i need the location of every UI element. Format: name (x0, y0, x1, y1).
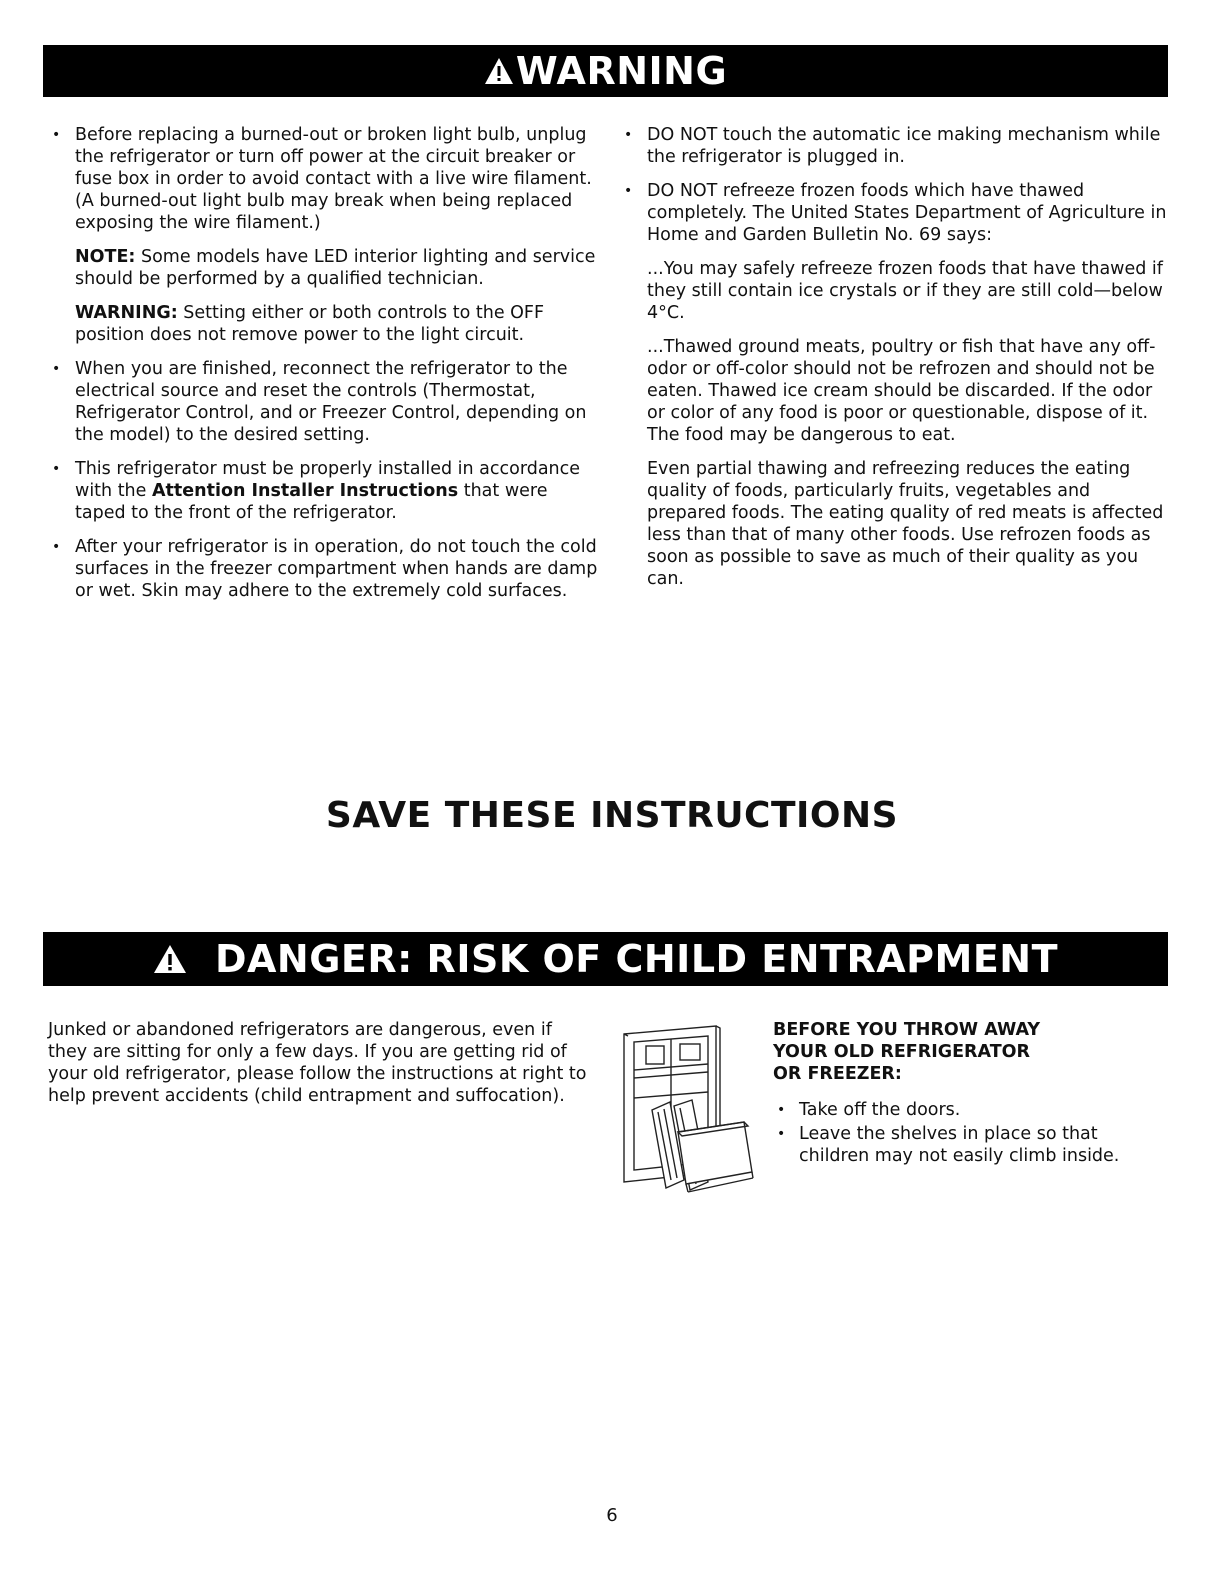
note-text: Some models have LED interior lighting and service should be performed by a qualified technician. (75, 247, 596, 289)
note-label: NOTE: (75, 247, 136, 267)
throw-away-heading-line: BEFORE YOU THROW AWAY (773, 1020, 1041, 1040)
throw-away-heading-line: OR FREEZER: (773, 1064, 902, 1084)
installation-text-post: that were taped to the front of the refrigerator. (75, 481, 548, 523)
warning-triangle-icon (484, 57, 514, 85)
warning-label: WARNING: (75, 303, 178, 323)
danger-title: DANGER: RISK OF CHILD ENTRAPMENT (214, 937, 1059, 981)
list-item: • Leave the shelves in place so that children may not easily climb inside. (773, 1123, 1173, 1167)
warning-paragraph (48, 302, 598, 346)
quote-safe-refreeze: ...You may safely refreeze frozen foods that have thawed if they still contain ice crystals or if they are still cold—below 4°C. (647, 259, 1163, 323)
quote-thawed-meats: ...Thawed ground meats, poultry or fish that have any off-odor or off-color should not be refrozen and should not be eaten. Thawed ice cream should be discarded. If the odor or color of any food is poor or questionable, dispose of it. The food may be dangerous to eat. (647, 337, 1156, 445)
bullet-light-bulb: • Before replacing a burned-out or broken light bulb, unplug the refrigerator or turn off power at the circuit breaker or fuse box in order to avoid contact with a live wire filament. (A burned-out light bulb may break when being replaced exposing the wire filament.) (48, 124, 598, 234)
bullet-reconnect: • When you are finished, reconnect the refrigerator to the electrical source and reset the controls (Thermostat, Refrigerator Control, and or Freezer Control, depending on the model) to the desired setting. (48, 358, 598, 446)
refrigerator-doors-removed-illustration (612, 1022, 762, 1194)
child-entrapment-intro: Junked or abandoned refrigerators are dangerous, even if they are sitting for only a few days. If you are getting rid of your old refrigerator, please follow the instructions at right to help prevent accidents (child entrapment and suffocation). (48, 1020, 587, 1106)
throw-away-instructions (773, 1019, 1173, 1169)
left-column (48, 124, 598, 614)
bullet-installation (48, 458, 598, 524)
warning-title: WARNING (515, 49, 728, 93)
bullet-ice-maker: • DO NOT touch the automatic ice making mechanism while the refrigerator is plugged in. (620, 124, 1170, 168)
right-column (620, 124, 1170, 602)
bullet-cold-surfaces: • After your refrigerator is in operation, do not touch the cold surfaces in the freezer compartment when hands are damp or wet. Skin may adhere to the extremely cold surfaces. (48, 536, 598, 602)
page-number: 6 (606, 1505, 618, 1526)
list-item: • Take off the doors. (773, 1099, 1173, 1121)
throw-away-heading-line: YOUR OLD REFRIGERATOR (773, 1042, 1030, 1062)
save-instructions-heading: SAVE THESE INSTRUCTIONS (325, 795, 899, 836)
partial-thawing-paragraph: Even partial thawing and refreezing reduces the eating quality of foods, particularly fruits, vegetables and prepared foods. The eating quality of red meats is affected less than that of many other foods. Use refrozen foods as soon as possible to save as much of their quality as you can. (647, 459, 1164, 589)
throw-away-heading (773, 1019, 1173, 1085)
warning-triangle-icon (153, 944, 187, 974)
danger-banner (43, 932, 1168, 986)
installation-text-pre: This refrigerator must be properly installed in accordance with the (75, 459, 581, 501)
installer-instructions-ref: Attention Installer Instructions (151, 481, 459, 501)
warning-banner (43, 45, 1168, 97)
note-paragraph (48, 246, 598, 290)
bullet-refreeze: • DO NOT refreeze frozen foods which have thawed completely. The United States Department of Agriculture in Home and Garden Bulletin No. 69 says: (620, 180, 1170, 246)
warning-text: Setting either or both controls to the OFF position does not remove power to the light circuit. (75, 303, 545, 345)
